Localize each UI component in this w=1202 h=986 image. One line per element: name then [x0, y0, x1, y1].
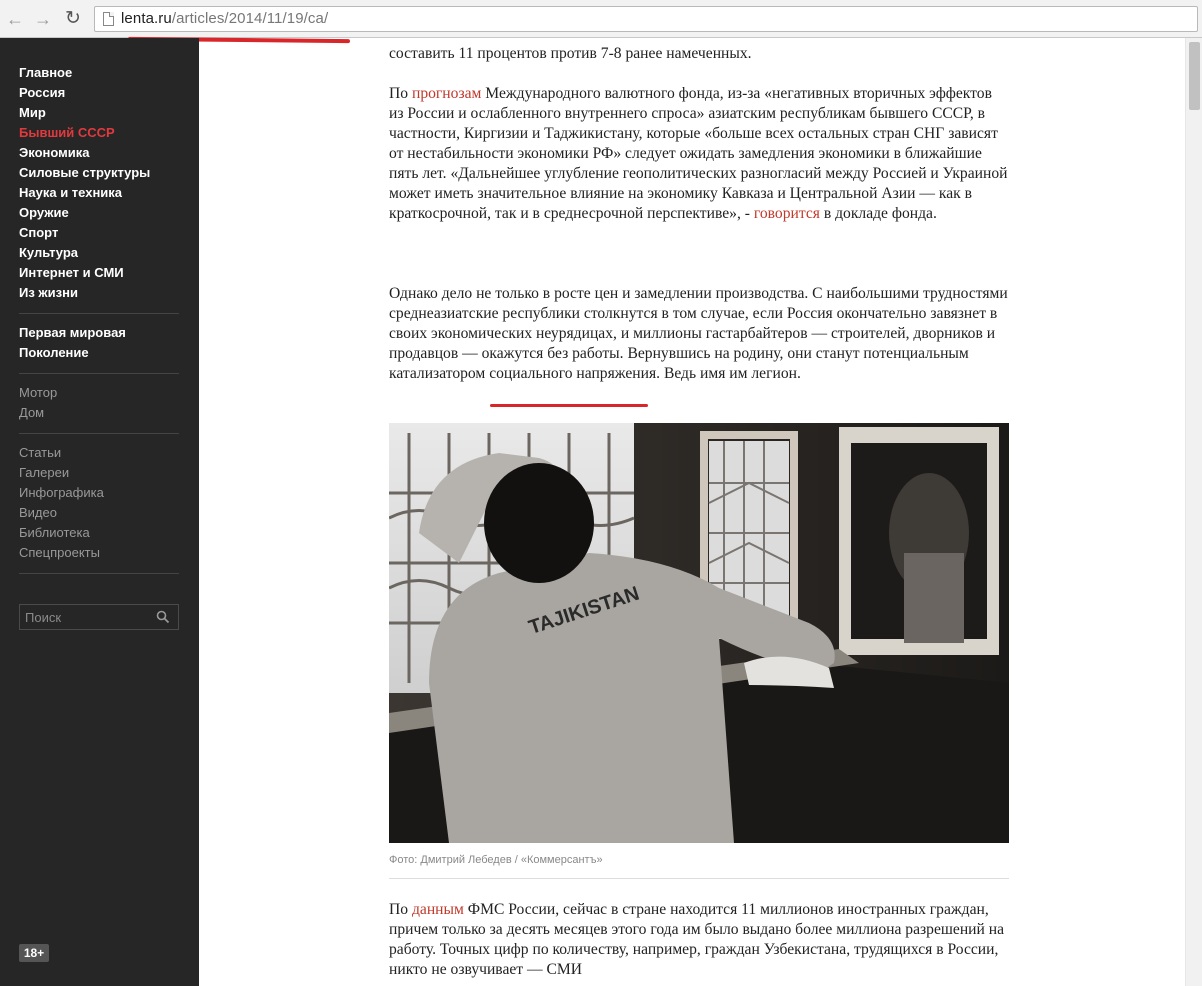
sidebar-sections-formats	[19, 443, 179, 563]
sidebar-sections-projects	[19, 323, 179, 363]
article-text: в докладе фонда.	[819, 205, 937, 222]
caption-divider	[389, 878, 1009, 879]
article-text: По	[389, 901, 412, 918]
article-text: Международного валютного фонда, из-за «негативных вторичных эффектов из России и ослабленного внутреннего спроса» азиатским республикам бывшего СССР, в частности, Киргизии и Таджикистану, которые «больше всех остальных стран СНГ зависят от нестабильности экономики РФ» следует ожидать замедления экономики в ближайшие пять лет. «Дальнейшее углубление геополитических разногласий между Россией и Украиной может иметь значительное влияние на экономику Кавказа и Центральной Азии — как в краткосрочной, так и в среднесрочной перспективе», -	[389, 85, 1008, 222]
age-rating-badge: 18+	[19, 944, 49, 962]
article-text: По	[389, 85, 412, 102]
search-input[interactable]	[20, 605, 150, 629]
sidebar-item[interactable]: Мир	[19, 105, 46, 120]
sidebar-divider	[19, 433, 179, 434]
article-paragraph	[389, 900, 1009, 980]
data-link[interactable]: данным	[411, 901, 464, 918]
sidebar-item[interactable]: Оружие	[19, 205, 69, 220]
article-paragraph	[389, 284, 1009, 384]
article-photo	[389, 423, 1009, 843]
scrollbar-thumb[interactable]	[1189, 42, 1200, 110]
photo-caption: Фото: Дмитрий Лебедев / «Коммерсантъ»	[389, 854, 603, 866]
highlighted-quote: Ведь имя им легион.	[663, 365, 801, 382]
page-icon	[103, 12, 114, 26]
url-host: lenta.ru	[121, 10, 172, 27]
url-text	[121, 10, 328, 27]
browser-toolbar	[0, 0, 1202, 38]
url-path: /articles/2014/11/19/ca/	[171, 10, 329, 27]
sidebar	[0, 38, 199, 986]
article-line: составить 11 процентов против 7-8 ранее намеченных.	[389, 45, 752, 62]
sidebar-item[interactable]: Из жизни	[19, 285, 78, 300]
sidebar-item[interactable]: Культура	[19, 245, 79, 260]
sidebar-item[interactable]: Спецпроекты	[19, 545, 100, 560]
search-icon[interactable]	[156, 610, 170, 624]
sidebar-item[interactable]: Видео	[19, 505, 57, 520]
search-box	[19, 604, 179, 630]
article-text: Однако дело не только в росте цен и замедлении производства. С наибольшими трудностями среднеазиатские республики столкнутся в том случае, если Россия окончательно завязнет в своих экономических неурядицах, и миллионы гастарбайтеров — строителей, дворников и продавцов — окажутся без работы. Вернувшись на родину, они станут потенциальным катализатором социального напряжения.	[389, 285, 1008, 382]
sidebar-item[interactable]: Экономика	[19, 145, 90, 160]
annotation-underline-quote	[490, 404, 648, 407]
sidebar-item[interactable]: Россия	[19, 85, 66, 100]
sidebar-divider	[19, 573, 179, 574]
sidebar-item[interactable]: Главное	[19, 65, 73, 80]
sidebar-item[interactable]: Инфографика	[19, 485, 104, 500]
article-text: ФМС России, сейчас в стране находится 11 миллионов иностранных граждан, причем только за десять месяцев этого года им было выдано более миллиона разрешений на работу. Точных цифр по количеству, например, граждан Узбекистана, трудящихся в России, никто не озвучивает — СМИ	[389, 901, 1005, 978]
sidebar-sections-main	[19, 63, 179, 303]
sidebar-item[interactable]: Бывший СССР	[19, 125, 115, 140]
sidebar-item[interactable]: Галереи	[19, 465, 70, 480]
sidebar-item[interactable]: Поколение	[19, 345, 89, 360]
address-bar[interactable]	[94, 6, 1198, 32]
sidebar-item[interactable]: Наука и техника	[19, 185, 123, 200]
sidebar-item[interactable]: Мотор	[19, 385, 58, 400]
shirt-text: TAJIKISTAN	[526, 582, 643, 640]
sidebar-item[interactable]: Интернет и СМИ	[19, 265, 124, 280]
forward-arrow-icon[interactable]: →	[34, 9, 52, 29]
forecast-link[interactable]: прогнозам	[411, 85, 482, 102]
reload-icon[interactable]: ↻	[65, 8, 81, 29]
report-link[interactable]: говорится	[753, 205, 820, 222]
sidebar-divider	[19, 313, 179, 314]
page-scrollbar[interactable]	[1185, 38, 1202, 986]
sidebar-item[interactable]: Дом	[19, 405, 45, 420]
back-arrow-icon[interactable]: ←	[6, 9, 24, 29]
photo-illustration	[389, 423, 1009, 843]
sidebar-item[interactable]: Библиотека	[19, 525, 90, 540]
sidebar-item[interactable]: Статьи	[19, 445, 62, 460]
sidebar-divider	[19, 373, 179, 374]
sidebar-item[interactable]: Силовые структуры	[19, 165, 151, 180]
sidebar-sections-partners	[19, 383, 179, 423]
sidebar-item[interactable]: Первая мировая	[19, 325, 126, 340]
sidebar-item[interactable]: Спорт	[19, 225, 59, 240]
article-paragraph	[389, 34, 1009, 70]
article-paragraph	[389, 84, 1009, 224]
